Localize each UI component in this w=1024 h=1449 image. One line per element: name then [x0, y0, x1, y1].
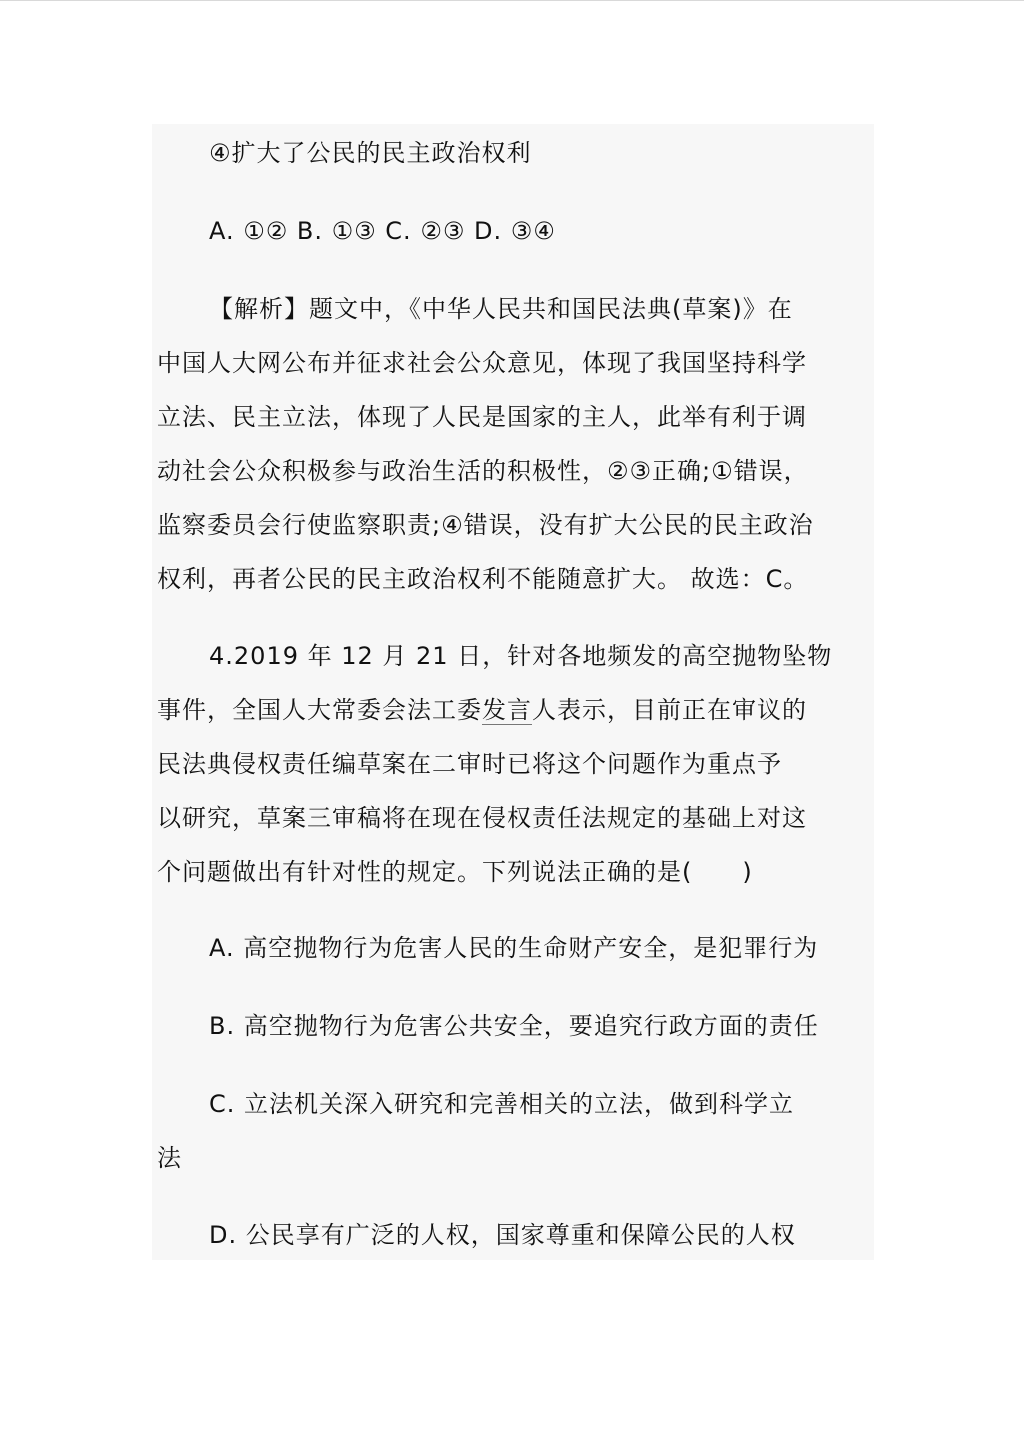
q4-stem-line-1: 4.2019 年 12 月 21 日，针对各地频发的高空抛物坠物	[209, 642, 833, 670]
q3-option-4: ④扩大了公民的民主政治权利	[209, 139, 532, 167]
q4-stem-line-4: 以研究，草案三审稿将在现在侵权责任法规定的基础上对这	[157, 804, 807, 832]
q3-analysis-line-1: 【解析】题文中，《中华人民共和国民法典(草案)》在	[209, 295, 793, 323]
page-top-border	[0, 0, 1024, 1]
q4-stem-line-2	[157, 694, 879, 726]
q4-option-d: D. 公民享有广泛的人权，国家尊重和保障公民的人权	[209, 1221, 796, 1249]
document-page	[152, 124, 874, 1260]
q4-option-a: A. 高空抛物行为危害人民的生命财产安全，是犯罪行为	[209, 934, 819, 962]
q4-stem-line-5: 个问题做出有针对性的规定。下列说法正确的是( )	[157, 858, 753, 886]
q3-analysis-line-6: 权利，再者公民的民主政治权利不能随意扩大。 故选：C。	[157, 565, 809, 593]
q4-option-c-continued: 法	[157, 1144, 182, 1172]
q3-analysis-line-3: 立法、民主立法，体现了人民是国家的主人，此举有利于调	[157, 403, 807, 431]
q4-stem-line-2-end: 人表示，目前正在审议的	[532, 696, 807, 724]
q3-analysis-line-2: 中国人大网公布并征求社会公众意见，体现了我国坚持科学	[157, 349, 807, 377]
q4-stem-line-2-start: 事件，全国人大常委会法工委	[157, 696, 482, 724]
q4-stem-line-3: 民法典侵权责任编草案在二审时已将这个问题作为重点予	[157, 750, 782, 778]
q3-analysis-line-5: 监察委员会行使监察职责;④错误，没有扩大公民的民主政治	[157, 511, 814, 539]
q4-option-c: C. 立法机关深入研究和完善相关的立法，做到科学立	[209, 1090, 795, 1118]
q4-stem-underlined-word: 发言	[482, 696, 532, 724]
q3-analysis-line-4: 动社会公众积极参与政治生活的积极性，②③正确;①错误，	[157, 457, 809, 485]
q3-answer-choices: A. ①② B. ①③ C. ②③ D. ③④	[209, 217, 556, 245]
q4-option-b: B. 高空抛物行为危害公共安全，要追究行政方面的责任	[209, 1012, 819, 1040]
